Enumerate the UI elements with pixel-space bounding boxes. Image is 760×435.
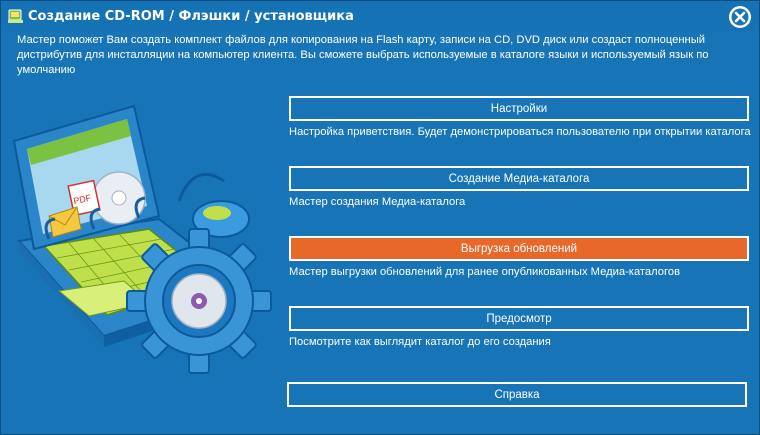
- close-icon[interactable]: [729, 6, 751, 28]
- title-bar: [1, 1, 759, 31]
- create-media-catalog-button[interactable]: Создание Медиа-каталога: [289, 166, 749, 191]
- settings-button[interactable]: Настройки: [289, 96, 749, 121]
- preview-description: Посмотрите как выглядит каталог до его создания: [289, 336, 551, 348]
- export-updates-button[interactable]: Выгрузка обновлений: [289, 236, 749, 261]
- mouse-icon: [179, 174, 249, 237]
- settings-description: Настройка приветствия. Будет демонстрироваться пользователю при открытии каталога: [289, 126, 751, 138]
- window-title: Создание CD-ROM / Флэшки / установщика: [28, 9, 354, 24]
- app-icon: [8, 8, 24, 24]
- preview-button[interactable]: Предосмотр: [289, 306, 749, 331]
- create-media-catalog-description: Мастер создания Медиа-каталога: [289, 196, 466, 208]
- help-button[interactable]: Справка: [287, 382, 747, 407]
- gear-icon: [127, 229, 271, 373]
- laptop-gear-illustration: [9, 101, 284, 391]
- pdf-badge: PDF: [72, 192, 93, 207]
- intro-text: Мастер поможет Вам создать комплект файлов для копирования на Flash карту, записи на CD, DVD диск или создаст полноценный дистрибутив для инсталляции на компьютер клиента. Вы сможете выбрать используемые в каталоге языки и используемый язык по умолчанию: [17, 34, 709, 76]
- export-updates-description: Мастер выгрузки обновлений для ранее опубликованных Медиа-каталогов: [289, 266, 681, 278]
